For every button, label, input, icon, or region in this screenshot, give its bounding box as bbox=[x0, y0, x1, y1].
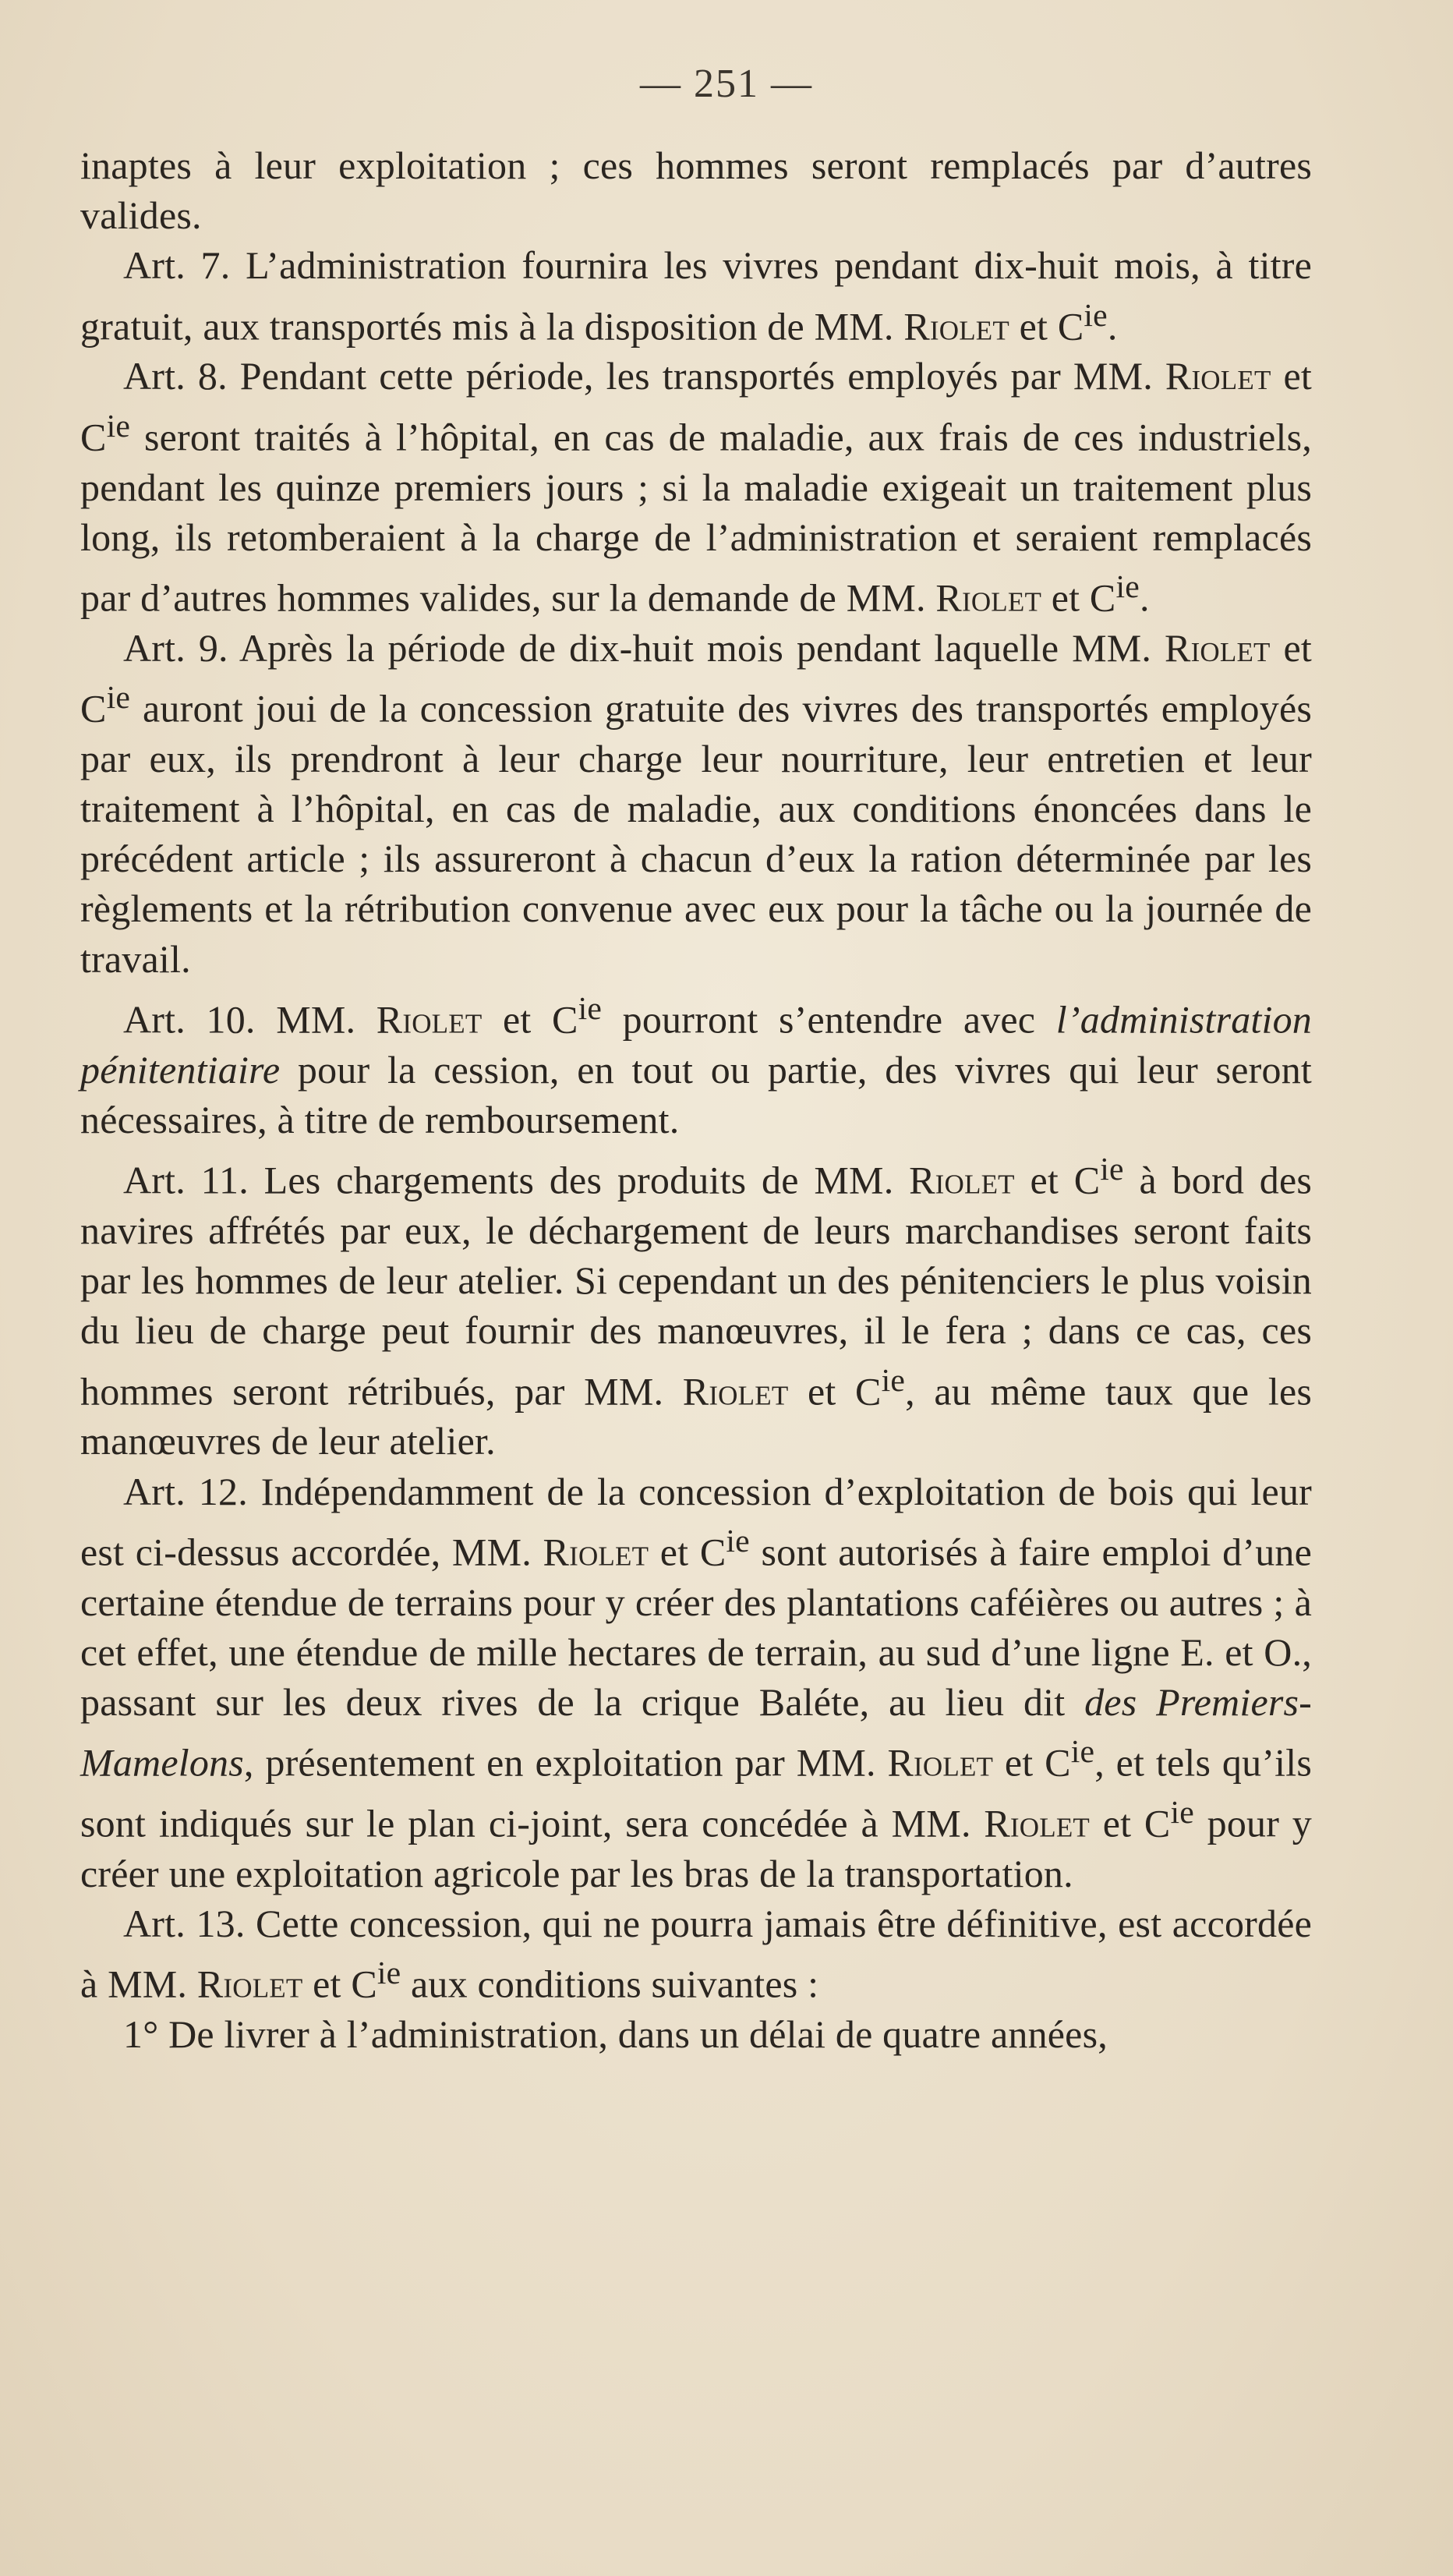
text-run: et C bbox=[1009, 304, 1084, 349]
text-run: Art. 7. L’administration fournira les vivres pendant dix-huit mois, à titre gratuit, aux transportés mis à la disposition de MM. bbox=[80, 243, 1312, 349]
paragraph-art11 bbox=[80, 1145, 1312, 1467]
text-run: seront traités à l’hôpital, en cas de maladie, aux frais de ces industriels, pendant les quinze premiers jours ; si la maladie exigeait un traitement plus long, ils retomberaient à la charge de l’administration et seraient remplacés par d’autres hommes valides, sur la demande de MM. bbox=[80, 415, 1312, 620]
text-run: et C bbox=[482, 997, 578, 1042]
text-run: et C bbox=[649, 1530, 726, 1574]
superscript-ie: ie bbox=[1070, 1734, 1095, 1771]
text-run: et C bbox=[80, 625, 1312, 731]
superscript-ie: ie bbox=[1115, 568, 1140, 605]
paragraph-art13 bbox=[80, 1898, 1312, 2009]
name-small-caps: Riolet bbox=[196, 1962, 303, 2007]
text-run: inaptes à leur exploitation ; ces hommes seront remplacés par d’autres valides. bbox=[80, 143, 1312, 238]
text-run: et C bbox=[302, 1962, 377, 2007]
superscript-ie: ie bbox=[726, 1523, 750, 1559]
text-run: Art. 8. Pendant cette période, les transportés employés par MM. bbox=[123, 354, 1165, 398]
text-run: pourront s’entendre avec bbox=[602, 997, 1056, 1042]
paragraph-art9 bbox=[80, 623, 1312, 984]
text-run: et C bbox=[80, 354, 1312, 459]
text-run: et C bbox=[993, 1741, 1071, 1785]
text-run: , et tels qu’ils sont indiqués sur le plan ci-joint, sera concédée à MM. bbox=[80, 1741, 1313, 1845]
text-run: à bord des navires affrétés par eux, le déchargement de leurs marchandises seront faits par les hommes de leur atelier. Si cependant un des pénitenciers le plus voisin du lieu de charge peut fournir des manœuvres, il le fera ; dans ce cas, ces hommes seront rétribués, par MM. bbox=[80, 1158, 1312, 1414]
paragraph-art12 bbox=[80, 1467, 1312, 1899]
name-small-caps: Riolet bbox=[984, 1801, 1090, 1845]
name-small-caps: Riolet bbox=[887, 1741, 994, 1785]
italic-phrase: des Premiers-Mamelons bbox=[80, 1680, 1312, 1785]
paragraph-art7 bbox=[80, 240, 1312, 351]
body-text bbox=[80, 140, 1312, 2060]
text-run: et C bbox=[1089, 1801, 1171, 1845]
name-small-caps: Riolet bbox=[903, 304, 1009, 349]
superscript-ie: ie bbox=[1170, 1795, 1194, 1831]
italic-phrase: l’administration pénitentiaire bbox=[80, 997, 1313, 1092]
superscript-ie: ie bbox=[1100, 1152, 1124, 1188]
paragraph-art10 bbox=[80, 984, 1312, 1145]
superscript-ie: ie bbox=[578, 990, 603, 1027]
text-run: Art. 10. MM. bbox=[123, 997, 377, 1042]
text-run: Art. 11. Les chargements des produits de MM. bbox=[123, 1158, 910, 1202]
text-run: Art. 9. Après la période de dix-huit mois pendant laquelle MM. bbox=[123, 625, 1165, 670]
page-number: — 251 — bbox=[640, 62, 813, 106]
superscript-ie: ie bbox=[1084, 297, 1108, 334]
superscript-ie: ie bbox=[106, 408, 131, 444]
name-small-caps: Riolet bbox=[682, 1369, 789, 1414]
name-small-caps: Riolet bbox=[376, 997, 483, 1042]
text-run: et C bbox=[1041, 575, 1116, 620]
text-run: Art. 13. Cette concession, qui ne pourra jamais être définitive, est accordée à MM. bbox=[80, 1902, 1312, 2007]
text-run: pour la cession, en tout ou partie, des vivres qui leur seront nécessaires, à titre de remboursement. bbox=[80, 1047, 1312, 1141]
text-run: pour y créer une exploitation agricole par les bras de la transportation. bbox=[80, 1801, 1312, 1896]
text-run: , au même taux que les manœuvres de leur atelier. bbox=[80, 1369, 1312, 1463]
name-small-caps: Riolet bbox=[935, 575, 1042, 620]
text-run: , présentement en exploitation par MM. bbox=[243, 1741, 888, 1785]
text-run: et C bbox=[788, 1369, 882, 1414]
text-run: . bbox=[1107, 304, 1118, 349]
text-run: aux conditions suivantes : bbox=[401, 1962, 819, 2007]
paragraph-art8 bbox=[80, 351, 1312, 622]
text-run: auront joui de la concession gratuite des vivres des transportés employés par eux, ils prendront à leur charge leur nourriture, leur entretien et leur traitement à l’hôpital, en cas de maladie, aux conditions énoncées dans le précédent article ; ils assureront à chacun d’eux la ration déterminée par les règlements et la rétribution convenue avec eux pour la tâche ou la journée de travail. bbox=[80, 686, 1312, 981]
name-small-caps: Riolet bbox=[543, 1530, 649, 1574]
superscript-ie: ie bbox=[377, 1955, 401, 1992]
text-run: sont autorisés à faire emploi d’une certaine étendue de terrains pour y créer des plantations caféières ou autres ; à cet effet, une étendue de mille hectares de terrain, au sud d’une ligne E. et O., passant sur les deux rives de la crique Baléte, au lieu dit bbox=[80, 1530, 1312, 1725]
name-small-caps: Riolet bbox=[1165, 354, 1271, 398]
name-small-caps: Riolet bbox=[909, 1158, 1015, 1202]
superscript-ie: ie bbox=[106, 680, 131, 716]
name-small-caps: Riolet bbox=[1165, 625, 1271, 670]
text-run: et C bbox=[1014, 1158, 1101, 1202]
text-run: . bbox=[1139, 575, 1150, 620]
paragraph-item1 bbox=[80, 2009, 1312, 2059]
text-run: 1° De livrer à l’administration, dans un délai de quatre années, bbox=[123, 2012, 1108, 2057]
paragraph-p0 bbox=[80, 140, 1312, 240]
text-run: Art. 12. Indépendamment de la concession d’exploitation de bois qui leur est ci-dessus accordée, MM. bbox=[80, 1469, 1312, 1574]
superscript-ie: ie bbox=[881, 1362, 906, 1399]
